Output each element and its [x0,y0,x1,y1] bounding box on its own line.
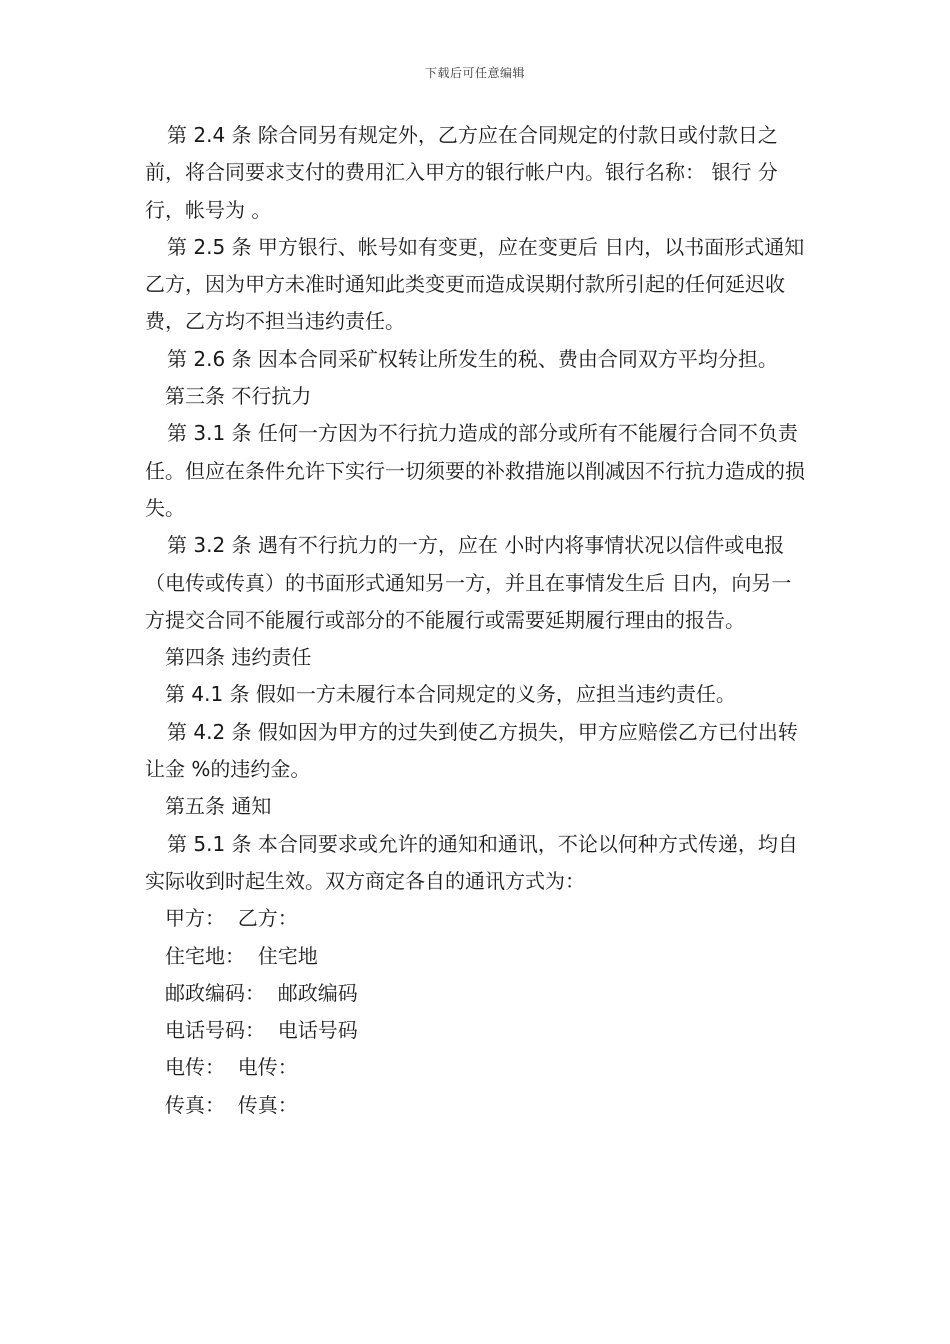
contact-phone: 电话号码： 电话号码 [165,1018,358,1043]
section-4-heading: 第四条 违约责任 [165,645,312,670]
section-3-heading: 第三条 不行抗力 [165,384,312,409]
clause-3-1: 第 3.1 条 任何一方因为不行抗力造成的部分或所有不能履行合同不负责任。但应在条件允许下实行一切须要的补救措施以削减因不行抗力造成的损失。 [145,421,805,520]
clause-4-1: 第 4.1 条 假如一方未履行本合同规定的义务，应担当违约责任。 [165,682,736,707]
contact-fax: 传真： 传真： [165,1092,298,1117]
contract-body [145,117,810,1124]
clause-2-4: 第 2.4 条 除合同另有规定外，乙方应在合同规定的付款日或付款日之前，将合同要求支付的费用汇入甲方的银行帐户内。银行名称： 银行 分行，帐号为 。 [145,123,778,222]
page-header: 下载后可任意编辑 [424,66,525,80]
contact-address: 住宅地： 住宅地 [165,943,318,968]
clause-2-5: 第 2.5 条 甲方银行、帐号如有变更，应在变更后 日内，以书面形式通知乙方，因为甲方未准时通知此类变更而造成误期付款所引起的任何延迟收费，乙方均不担当违约责任。 [145,234,805,334]
clause-3-2: 第 3.2 条 遇有不行抗力的一方，应在 小时内将事情状况以信件或电报（电传或传真）的书面形式通知另一方，并且在事情发生后 日内，向另一方提交合同不能履行或部分的不能履行或需要延期履行理由的报告。 [145,533,792,632]
contact-postal-code: 邮政编码： 邮政编码 [165,980,358,1005]
clause-5-1: 第 5.1 条 本合同要求或允许的通知和通讯，不论以何种方式传递，均自实际收到时起生效。双方商定各自的通讯方式为： [145,831,798,893]
contact-telex: 电传： 电传： [165,1055,298,1080]
contact-parties: 甲方： 乙方： [165,906,298,931]
section-5-heading: 第五条 通知 [165,794,272,819]
clause-4-2: 第 4.2 条 假如因为甲方的过失到使乙方损失，甲方应赔偿乙方已付出转让金 %的违约金。 [145,719,798,782]
clause-2-6: 第 2.6 条 因本合同采矿权转让所发生的税、费由合同双方平均分担。 [167,346,778,371]
